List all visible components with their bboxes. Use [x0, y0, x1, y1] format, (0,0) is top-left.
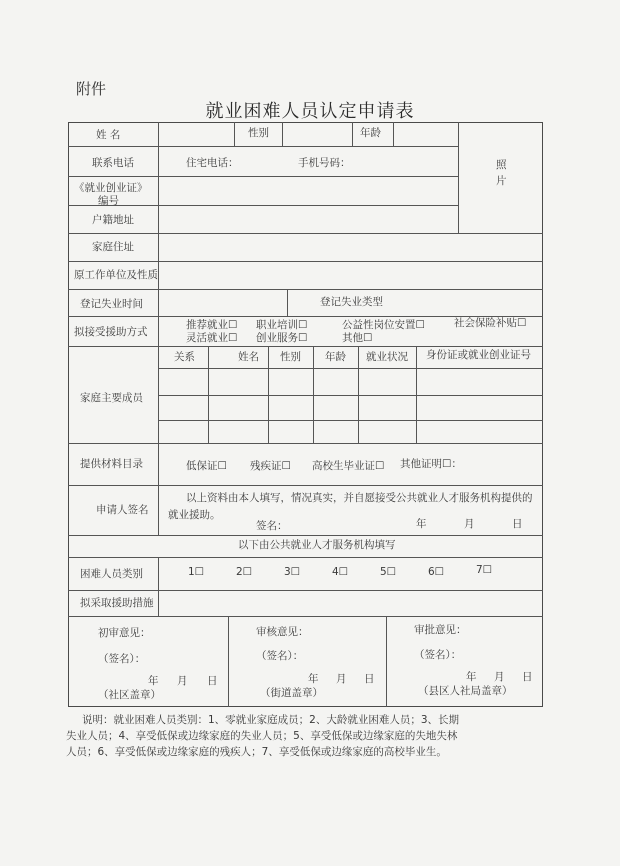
materials-label: 提供材料目录 — [80, 458, 143, 470]
family-header-employment: 就业状况 — [366, 351, 408, 363]
family-header-id: 身份证或就业创业证号 — [426, 349, 531, 361]
hukou-label: 户籍地址 — [92, 214, 134, 226]
applicant-statement-1: 以上资料由本人填写，情况真实，并自愿接受公共就业人才服务机构提供的 — [186, 492, 533, 504]
prev-work-label: 原工作单位及性质 — [74, 269, 158, 281]
material-low-income[interactable]: 低保证☐ — [186, 460, 227, 472]
family-header-relation: 关系 — [174, 351, 195, 363]
review-1-sign: （签名）： — [98, 653, 146, 665]
applicant-statement-2: 就业援助。 — [168, 509, 221, 521]
review-3-sign: （签名）： — [414, 649, 462, 661]
applicant-year: 年 — [416, 518, 427, 530]
measures-label: 拟采取援助措施 — [80, 597, 154, 609]
home-address-label: 家庭住址 — [92, 241, 134, 253]
family-label: 家庭主要成员 — [80, 392, 143, 404]
review-3-title: 审批意见： — [414, 624, 467, 636]
note-line-2: 失业人员；4、享受低保或边缘家庭的失业人员；5、享受低保或边缘家庭的失地失林 — [66, 730, 458, 742]
category-5[interactable]: 5☐ — [380, 566, 397, 578]
review-2-day: 日 — [364, 673, 375, 685]
annex-label: 附件 — [76, 80, 107, 98]
mobile-label: 手机号码： — [298, 157, 351, 169]
review-1-month: 月 — [177, 675, 188, 687]
age-label: 年龄 — [360, 127, 381, 139]
material-disability[interactable]: 残疾证☐ — [250, 460, 291, 472]
aid-opt-other[interactable]: 其他☐ — [342, 332, 373, 344]
review-1-stamp: （社区盖章） — [98, 689, 161, 701]
review-3-stamp: （县区人社局盖章） — [418, 685, 513, 697]
aid-opt-training[interactable]: 职业培训☐ — [256, 319, 308, 331]
review-1-year: 年 — [148, 675, 159, 687]
section-header: 以下由公共就业人才服务机构填写 — [238, 539, 396, 551]
review-3-day: 日 — [522, 671, 533, 683]
review-1-day: 日 — [207, 675, 218, 687]
unemployment-time-label: 登记失业时间 — [80, 298, 143, 310]
review-3-month: 月 — [494, 671, 505, 683]
note-line-3: 人员；6、享受低保或边缘家庭的残疾人；7、享受低保或边缘家庭的高校毕业生。 — [66, 746, 447, 758]
aid-opt-public-post[interactable]: 公益性岗位安置☐ — [342, 319, 425, 331]
category-4[interactable]: 4☐ — [332, 566, 349, 578]
applicant-day: 日 — [512, 518, 523, 530]
category-7[interactable]: 7☐ — [476, 564, 493, 576]
family-header-name: 姓名 — [238, 351, 259, 363]
name-label: 姓 名 — [96, 129, 121, 141]
aid-opt-recommend[interactable]: 推荐就业☐ — [186, 319, 238, 331]
applicant-sign-label: 签名： — [256, 520, 288, 532]
aid-label: 拟接受援助方式 — [74, 326, 148, 338]
unemployment-type-label: 登记失业类型 — [320, 296, 383, 308]
aid-opt-insurance[interactable]: 社会保险补贴☐ — [454, 317, 527, 329]
material-diploma[interactable]: 高校生毕业证☐ — [312, 460, 385, 472]
phone-label: 联系电话 — [92, 157, 134, 169]
review-1-title: 初审意见： — [98, 627, 151, 639]
review-2-stamp: （街道盖章） — [260, 687, 323, 699]
category-2[interactable]: 2☐ — [236, 566, 253, 578]
applicant-label: 申请人签名 — [96, 504, 149, 516]
aid-opt-startup[interactable]: 创业服务☐ — [256, 332, 308, 344]
category-1[interactable]: 1☐ — [188, 566, 205, 578]
cert-label-1: 《就业创业证》 — [74, 182, 148, 194]
review-2-sign: （签名）： — [256, 650, 304, 662]
photo-label-1: 照 — [496, 159, 507, 171]
material-other[interactable]: 其他证明☐： — [400, 458, 462, 470]
application-form-table — [68, 122, 543, 707]
photo-label-2: 片 — [496, 175, 507, 187]
review-2-year: 年 — [308, 673, 319, 685]
review-2-month: 月 — [336, 673, 347, 685]
category-label: 困难人员类别 — [80, 568, 143, 580]
family-header-gender: 性别 — [280, 351, 301, 363]
cert-label-2: 编号 — [98, 195, 119, 207]
note-line-1: 说明：就业困难人员类别：1、零就业家庭成员；2、大龄就业困难人员；3、长期 — [82, 714, 460, 726]
home-phone-label: 住宅电话： — [186, 157, 239, 169]
applicant-month: 月 — [464, 518, 475, 530]
category-3[interactable]: 3☐ — [284, 566, 301, 578]
form-title: 就业困难人员认定申请表 — [205, 101, 415, 122]
gender-label: 性别 — [248, 127, 269, 139]
review-3-year: 年 — [466, 671, 477, 683]
review-2-title: 审核意见： — [256, 626, 309, 638]
family-header-age: 年龄 — [325, 351, 346, 363]
aid-opt-flexible[interactable]: 灵活就业☐ — [186, 332, 238, 344]
category-6[interactable]: 6☐ — [428, 566, 445, 578]
